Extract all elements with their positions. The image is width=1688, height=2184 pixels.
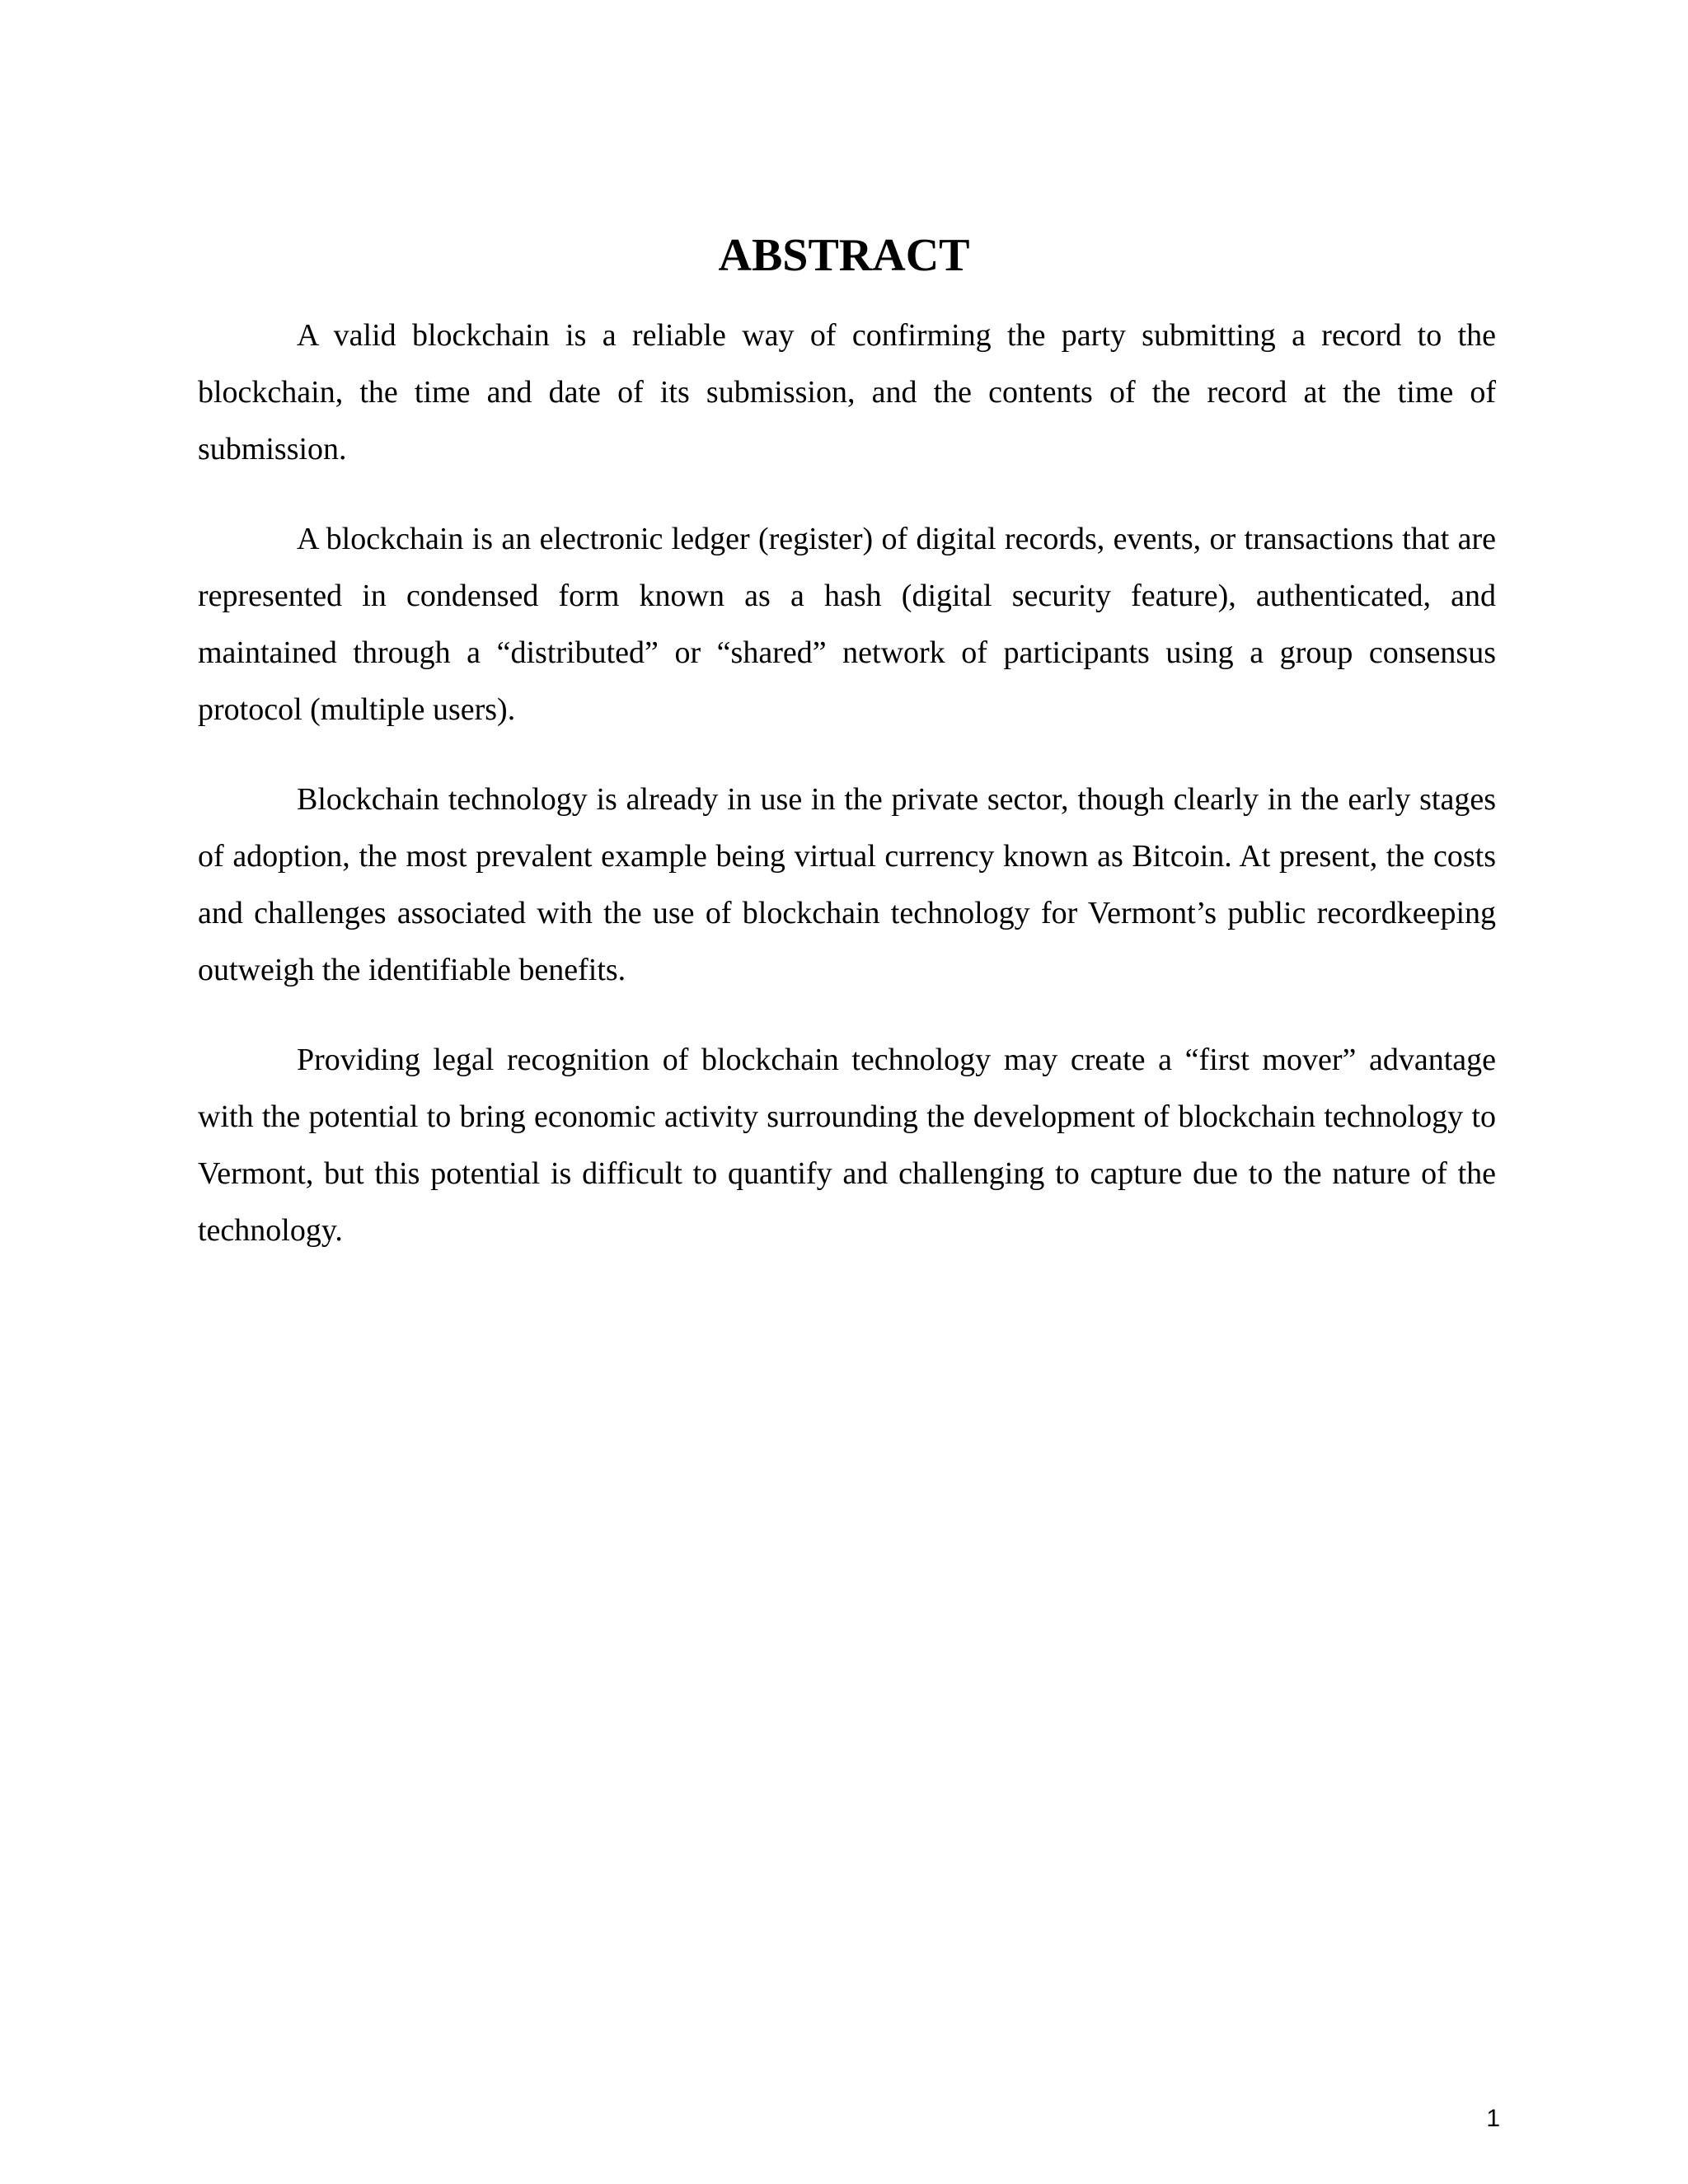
abstract-paragraph-3: Blockchain technology is already in use in the private sector, though clearly in the early stages of adoption, the most prevalent example being virtual currency known as Bitcoin. At present, the costs and challenges associated with the use of blockchain technology for Vermont’s public recordkeeping outweigh the identifiable benefits. [198, 782, 1496, 987]
abstract-paragraph-1: A valid blockchain is a reliable way of confirming the party submitting a record to the blockchain, the time and date of its submission, and the contents of the record at the time of submission. [198, 318, 1496, 466]
page-title: ABSTRACT [718, 230, 970, 281]
abstract-body [198, 307, 1496, 1292]
page-number: 1 [1486, 2105, 1500, 2132]
abstract-paragraph-2: A blockchain is an electronic ledger (register) of digital records, events, or transactions that are represented in condensed form known as a hash (digital security feature), authenticated, and maintained through a “distributed” or “shared” network of participants using a group consensus protocol (multiple users). [198, 522, 1496, 727]
abstract-paragraph-4: Providing legal recognition of blockchain technology may create a “first mover” advantage with the potential to bring economic activity surrounding the development of blockchain technology to Vermont, but this potential is difficult to quantify and challenging to capture due to the nature of the technology. [198, 1043, 1496, 1248]
